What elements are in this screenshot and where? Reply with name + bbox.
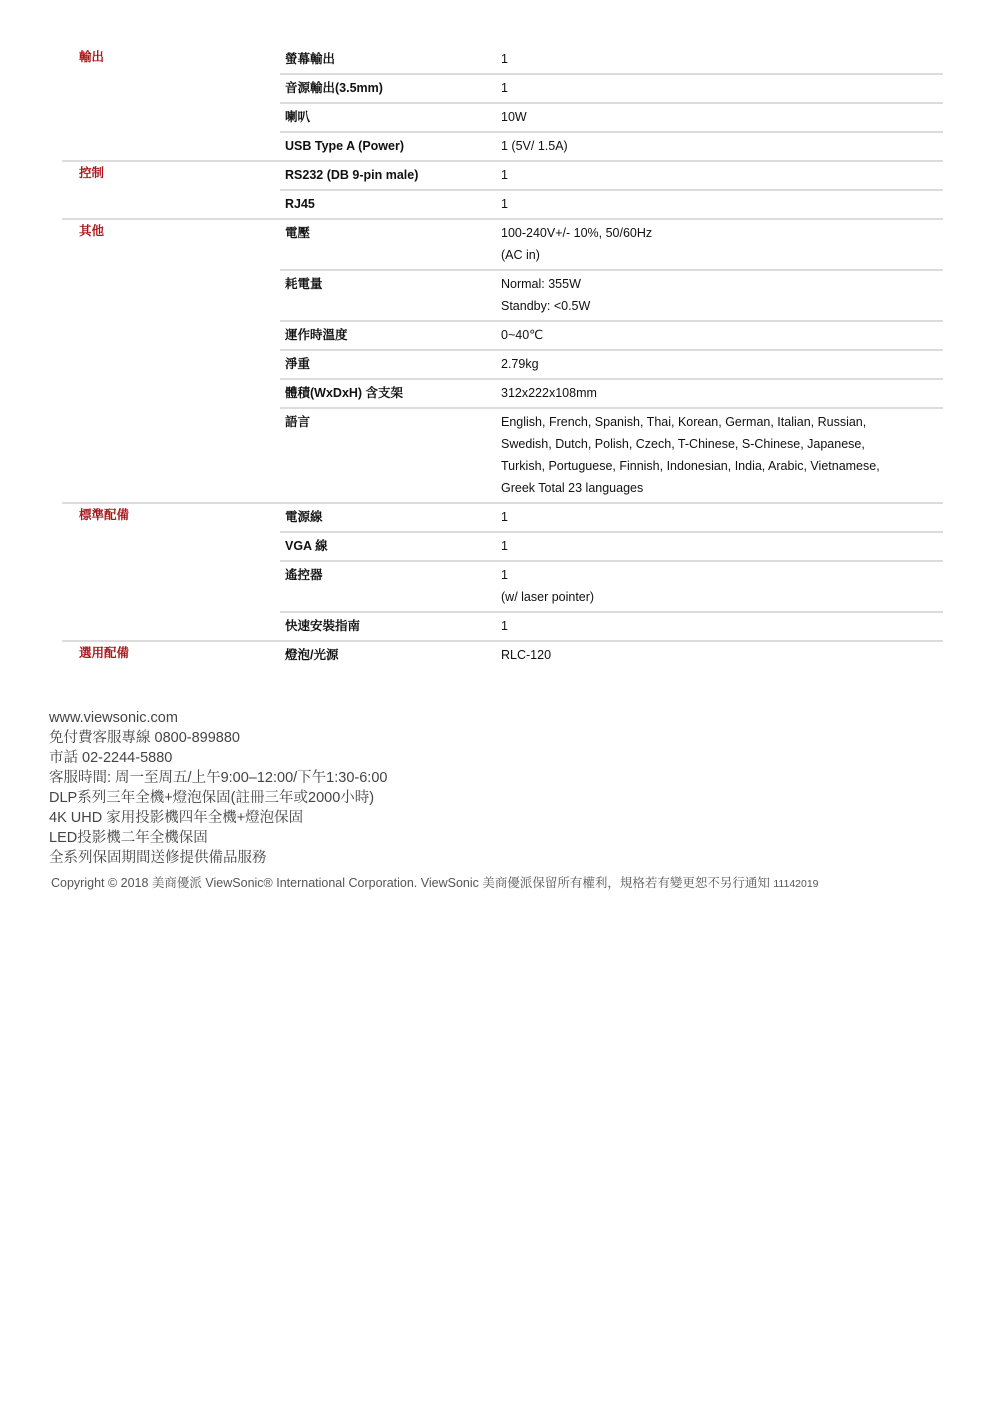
spec-value-line: 312x222x108mm xyxy=(501,386,597,400)
spec-value-line: 10W xyxy=(501,110,527,124)
spec-label: RS232 (DB 9-pin male) xyxy=(280,161,501,190)
spec-value xyxy=(501,612,943,641)
spec-category: 其他 xyxy=(62,219,280,503)
spec-value-line: 1 xyxy=(501,81,508,95)
spec-label: 語言 xyxy=(280,408,501,503)
spec-value-line: 1 xyxy=(501,568,508,582)
spec-value-line: Turkish, Portuguese, Finnish, Indonesian, India, Arabic, Vietnamese, xyxy=(501,459,880,473)
spec-value-line: 0~40℃ xyxy=(501,328,544,342)
spec-value-line: Normal: 355W xyxy=(501,277,581,291)
spec-value-line: Standby: <0.5W xyxy=(501,299,591,313)
spec-value xyxy=(501,379,943,408)
spec-label: 喇叭 xyxy=(280,103,501,132)
spec-label: 耗電量 xyxy=(280,270,501,321)
spec-value xyxy=(501,321,943,350)
spec-label: 燈泡/光源 xyxy=(285,648,339,662)
spec-row xyxy=(62,46,943,74)
spec-row xyxy=(62,161,943,190)
spec-row xyxy=(62,641,943,669)
spec-value xyxy=(501,161,943,190)
spec-value-line: 1 xyxy=(501,168,508,182)
copyright-text: Copyright © 2018 美商優派 ViewSonic® International Corporation. ViewSonic 美商優派保留所有權利，規格若有變更恕不另行通知 xyxy=(51,876,770,890)
spec-value xyxy=(501,561,943,612)
spec-category: 標準配備 xyxy=(62,503,280,641)
spec-value-line: 1 xyxy=(501,510,508,524)
spec-category: 輸出 xyxy=(62,46,280,161)
spec-value-line: English, French, Spanish, Thai, Korean, German, Italian, Russian, xyxy=(501,415,867,429)
spec-value-line: 100-240V+/- 10%, 50/60Hz xyxy=(501,226,653,240)
led-warranty-line: LED投影機二年全機保固 xyxy=(49,830,208,846)
spec-row xyxy=(62,503,943,532)
spec-value-line: (w/ laser pointer) xyxy=(501,590,595,604)
spec-label: VGA 線 xyxy=(280,532,501,561)
service-hours-line: 客服時間: 周一至周五/上午9:00–12:00/下午1:30-6:00 xyxy=(49,770,388,786)
spec-value xyxy=(501,350,943,379)
spec-label: 淨重 xyxy=(280,350,501,379)
spec-value-line: (AC in) xyxy=(501,248,540,262)
spec-value-line: 1 xyxy=(501,539,508,553)
dlp-warranty-line: DLP系列三年全機+燈泡保固(註冊三年或2000小時) xyxy=(49,790,375,806)
spec-label: USB Type A (Power) xyxy=(280,132,501,161)
spare-service-line: 全系列保固期間送修提供備品服務 xyxy=(49,850,267,866)
uhd-warranty-line: 4K UHD 家用投影機四年全機+燈泡保固 xyxy=(49,810,304,826)
spec-value-line: 2.79kg xyxy=(501,357,539,371)
spec-value xyxy=(501,103,943,132)
spec-value xyxy=(501,408,943,503)
spec-value-line: Greek Total 23 languages xyxy=(501,481,644,495)
spec-value-line: 1 xyxy=(501,52,508,66)
spec-value xyxy=(501,270,943,321)
spec-value xyxy=(501,74,943,103)
spec-label: 電壓 xyxy=(280,219,501,270)
spec-value xyxy=(501,219,943,270)
footer-contact xyxy=(49,708,969,868)
doc-code: 11142019 xyxy=(773,878,819,890)
spec-label: 快速安裝指南 xyxy=(280,612,501,641)
spec-value xyxy=(501,190,943,219)
spec-category: 選用配備 xyxy=(79,646,130,660)
spec-table xyxy=(62,46,943,669)
spec-value-line: RLC-120 xyxy=(501,648,552,662)
spec-label: 螢幕輸出 xyxy=(280,46,501,74)
spec-label: 電源線 xyxy=(280,503,501,532)
spec-value-line: Swedish, Dutch, Polish, Czech, T-Chinese, S-Chinese, Japanese, xyxy=(501,437,865,451)
copyright-notice xyxy=(51,873,819,891)
spec-label: RJ45 xyxy=(280,190,501,219)
spec-value-line: 1 xyxy=(501,197,508,211)
spec-label: 音源輸出(3.5mm) xyxy=(280,74,501,103)
spec-label: 體積(WxDxH) 含支架 xyxy=(280,379,501,408)
local-phone-line: 市話 02-2244-5880 xyxy=(49,750,173,766)
toll-free-line: 免付費客服專線 0800-899880 xyxy=(49,730,240,746)
spec-value-line: 1 (5V/ 1.5A) xyxy=(501,139,568,153)
spec-value xyxy=(501,532,943,561)
spec-value xyxy=(501,46,943,74)
spec-row xyxy=(62,219,943,270)
spec-label: 運作時溫度 xyxy=(280,321,501,350)
spec-category: 控制 xyxy=(62,161,280,219)
spec-value-line: 1 xyxy=(501,619,508,633)
spec-value xyxy=(501,641,943,669)
spec-value xyxy=(501,132,943,161)
spec-label: 遙控器 xyxy=(280,561,501,612)
website-link[interactable]: www.viewsonic.com xyxy=(49,710,178,726)
spec-value xyxy=(501,503,943,532)
